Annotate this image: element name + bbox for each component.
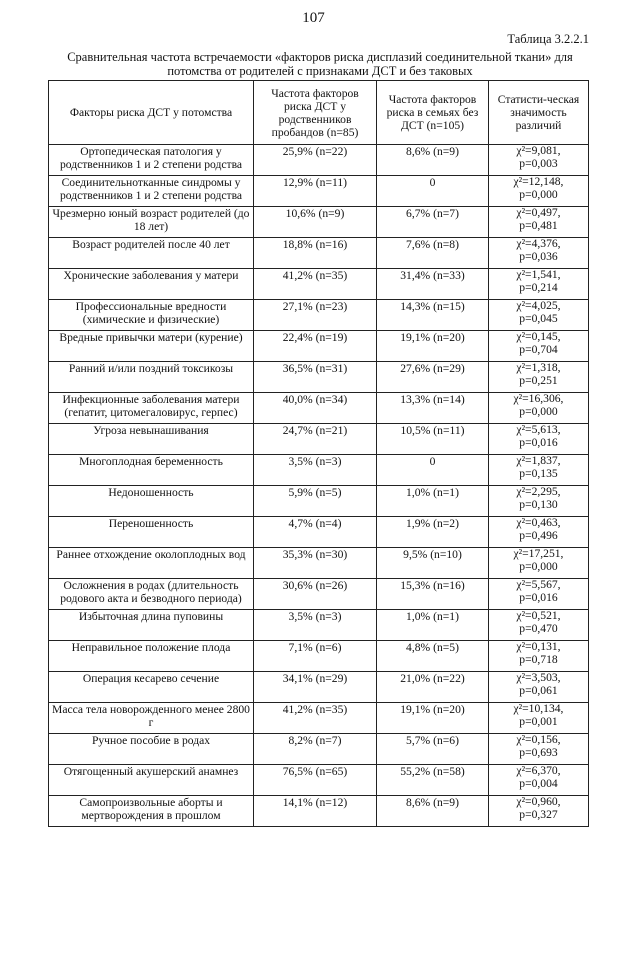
with-dst-cell: 41,2% (n=35): [254, 703, 377, 734]
p-value: p=0,214: [519, 280, 558, 294]
with-dst-cell: 36,5% (n=31): [254, 362, 377, 393]
significance-cell: [489, 207, 589, 238]
factor-cell: Ранний и/или поздний токсикозы: [49, 362, 254, 393]
table-row: [49, 269, 589, 300]
without-dst-cell: 13,3% (n=14): [377, 393, 489, 424]
table-row: [49, 486, 589, 517]
without-dst-cell: 5,7% (n=6): [377, 734, 489, 765]
chi-square-value: χ²=0,463,: [516, 516, 561, 529]
p-value: p=0,016: [519, 435, 558, 449]
chi-square-value: χ²=9,081,: [516, 144, 561, 157]
with-dst-cell: 30,6% (n=26): [254, 579, 377, 610]
factor-cell: Самопроизвольные аборты и мертворождения в прошлом: [49, 796, 254, 827]
table-row: [49, 300, 589, 331]
significance-cell: [489, 269, 589, 300]
with-dst-cell: 25,9% (n=22): [254, 145, 377, 176]
without-dst-cell: 10,5% (n=11): [377, 424, 489, 455]
without-dst-cell: 6,7% (n=7): [377, 207, 489, 238]
factor-cell: Вредные привычки матери (курение): [49, 331, 254, 362]
p-value: p=0,130: [519, 497, 558, 511]
factor-cell: Операция кесарево сечение: [49, 672, 254, 703]
with-dst-cell: 10,6% (n=9): [254, 207, 377, 238]
significance-cell: [489, 672, 589, 703]
with-dst-cell: 3,5% (n=3): [254, 455, 377, 486]
significance-cell: [489, 765, 589, 796]
significance-cell: [489, 486, 589, 517]
significance-cell: [489, 393, 589, 424]
p-value: p=0,000: [519, 187, 558, 201]
significance-cell: [489, 300, 589, 331]
p-value: p=0,000: [519, 559, 558, 573]
p-value: p=0,718: [519, 652, 558, 666]
chi-square-value: χ²=0,145,: [516, 330, 561, 343]
table-row: [49, 579, 589, 610]
without-dst-cell: 27,6% (n=29): [377, 362, 489, 393]
header-without-dst: Частота факторов риска в семьях без ДСТ (n=105): [377, 81, 489, 145]
with-dst-cell: 14,1% (n=12): [254, 796, 377, 827]
with-dst-cell: 76,5% (n=65): [254, 765, 377, 796]
chi-square-value: χ²=6,370,: [516, 764, 561, 777]
risk-factors-table: [48, 80, 589, 827]
factor-cell: Неправильное положение плода: [49, 641, 254, 672]
without-dst-cell: 31,4% (n=33): [377, 269, 489, 300]
p-value: p=0,704: [519, 342, 558, 356]
table-row: [49, 207, 589, 238]
without-dst-cell: 1,0% (n=1): [377, 486, 489, 517]
p-value: p=0,061: [519, 683, 558, 697]
factor-cell: Ортопедическая патология у родственников 1 и 2 степени родства: [49, 145, 254, 176]
with-dst-cell: 34,1% (n=29): [254, 672, 377, 703]
chi-square-value: χ²=0,497,: [516, 206, 561, 219]
header-with-dst: Частота факторов риска ДСТ у родственников пробандов (n=85): [254, 81, 377, 145]
factor-cell: Многоплодная беременность: [49, 455, 254, 486]
significance-cell: [489, 238, 589, 269]
page-number: 107: [302, 10, 325, 26]
without-dst-cell: 1,0% (n=1): [377, 610, 489, 641]
table-row: [49, 362, 589, 393]
chi-square-value: χ²=4,025,: [516, 299, 561, 312]
factor-cell: Хронические заболевания у матери: [49, 269, 254, 300]
table-row: [49, 796, 589, 827]
factor-cell: Возраст родителей после 40 лет: [49, 238, 254, 269]
significance-cell: [489, 703, 589, 734]
significance-cell: [489, 579, 589, 610]
significance-cell: [489, 145, 589, 176]
table-row: [49, 548, 589, 579]
chi-square-value: χ²=5,613,: [516, 423, 561, 436]
without-dst-cell: 8,6% (n=9): [377, 145, 489, 176]
without-dst-cell: 4,8% (n=5): [377, 641, 489, 672]
p-value: p=0,327: [519, 807, 558, 821]
with-dst-cell: 5,9% (n=5): [254, 486, 377, 517]
table-row: [49, 145, 589, 176]
with-dst-cell: 24,7% (n=21): [254, 424, 377, 455]
chi-square-value: χ²=1,541,: [516, 268, 561, 281]
factor-cell: Раннее отхождение околоплодных вод: [49, 548, 254, 579]
table-row: [49, 672, 589, 703]
factor-cell: Профессиональные вредности (химические и физические): [49, 300, 254, 331]
significance-cell: [489, 796, 589, 827]
significance-cell: [489, 331, 589, 362]
factor-cell: Чрезмерно юный возраст родителей (до 18 лет): [49, 207, 254, 238]
table-row: [49, 765, 589, 796]
without-dst-cell: 0: [377, 455, 489, 486]
chi-square-value: χ²=0,521,: [516, 609, 561, 622]
chi-square-value: χ²=1,837,: [516, 454, 561, 467]
significance-cell: [489, 517, 589, 548]
without-dst-cell: 8,6% (n=9): [377, 796, 489, 827]
without-dst-cell: 15,3% (n=16): [377, 579, 489, 610]
without-dst-cell: 14,3% (n=15): [377, 300, 489, 331]
factor-cell: Масса тела новорожденного менее 2800 г: [49, 703, 254, 734]
significance-cell: [489, 641, 589, 672]
factor-cell: Избыточная длина пуповины: [49, 610, 254, 641]
factor-cell: Осложнения в родах (длительность родового акта и безводного периода): [49, 579, 254, 610]
header-significance: Статисти-ческая значимость различий: [489, 81, 589, 145]
without-dst-cell: 19,1% (n=20): [377, 331, 489, 362]
chi-square-value: χ²=10,134,: [513, 702, 564, 715]
p-value: p=0,693: [519, 745, 558, 759]
factor-cell: Соединительнотканные синдромы у родственников 1 и 2 степени родства: [49, 176, 254, 207]
p-value: p=0,135: [519, 466, 558, 480]
table-header-row: [49, 81, 589, 145]
without-dst-cell: 55,2% (n=58): [377, 765, 489, 796]
table-row: [49, 238, 589, 269]
significance-cell: [489, 455, 589, 486]
with-dst-cell: 12,9% (n=11): [254, 176, 377, 207]
table-row: [49, 176, 589, 207]
chi-square-value: χ²=4,376,: [516, 237, 561, 250]
with-dst-cell: 18,8% (n=16): [254, 238, 377, 269]
header-factor: Факторы риска ДСТ у потомства: [49, 81, 254, 145]
factor-cell: Переношенность: [49, 517, 254, 548]
significance-cell: [489, 362, 589, 393]
table-row: [49, 703, 589, 734]
table-row: [49, 517, 589, 548]
factor-cell: Инфекционные заболевания матери (гепатит, цитомегаловирус, герпес): [49, 393, 254, 424]
chi-square-value: χ²=5,567,: [516, 578, 561, 591]
table-row: [49, 455, 589, 486]
with-dst-cell: 22,4% (n=19): [254, 331, 377, 362]
without-dst-cell: 19,1% (n=20): [377, 703, 489, 734]
with-dst-cell: 35,3% (n=30): [254, 548, 377, 579]
table-body: [49, 145, 589, 827]
without-dst-cell: 7,6% (n=8): [377, 238, 489, 269]
table-caption: Сравнительная частота встречаемости «факторов риска дисплазий соединительной ткани» для потомства от родителей с признаками ДСТ и без таковых: [67, 50, 573, 78]
with-dst-cell: 3,5% (n=3): [254, 610, 377, 641]
table-row: [49, 641, 589, 672]
chi-square-value: χ²=17,251,: [513, 547, 564, 560]
table-label: Таблица 3.2.2.1: [507, 32, 589, 46]
p-value: p=0,036: [519, 249, 558, 263]
without-dst-cell: 9,5% (n=10): [377, 548, 489, 579]
chi-square-value: χ²=16,306,: [513, 392, 564, 405]
significance-cell: [489, 548, 589, 579]
p-value: p=0,016: [519, 590, 558, 604]
with-dst-cell: 7,1% (n=6): [254, 641, 377, 672]
chi-square-value: χ²=12,148,: [513, 175, 564, 188]
p-value: p=0,470: [519, 621, 558, 635]
p-value: p=0,000: [519, 404, 558, 418]
p-value: p=0,481: [519, 218, 558, 232]
significance-cell: [489, 424, 589, 455]
significance-cell: [489, 176, 589, 207]
factor-cell: Угроза невынашивания: [49, 424, 254, 455]
chi-square-value: χ²=0,131,: [516, 640, 561, 653]
p-value: p=0,004: [519, 776, 558, 790]
chi-square-value: χ²=1,318,: [516, 361, 561, 374]
p-value: p=0,045: [519, 311, 558, 325]
with-dst-cell: 40,0% (n=34): [254, 393, 377, 424]
significance-cell: [489, 734, 589, 765]
without-dst-cell: 0: [377, 176, 489, 207]
with-dst-cell: 41,2% (n=35): [254, 269, 377, 300]
p-value: p=0,496: [519, 528, 558, 542]
chi-square-value: χ²=3,503,: [516, 671, 561, 684]
table-row: [49, 734, 589, 765]
p-value: p=0,001: [519, 714, 558, 728]
factor-cell: Отягощенный акушерский анамнез: [49, 765, 254, 796]
factor-cell: Недоношенность: [49, 486, 254, 517]
with-dst-cell: 8,2% (n=7): [254, 734, 377, 765]
without-dst-cell: 1,9% (n=2): [377, 517, 489, 548]
table-row: [49, 393, 589, 424]
table-row: [49, 424, 589, 455]
factor-cell: Ручное пособие в родах: [49, 734, 254, 765]
significance-cell: [489, 610, 589, 641]
chi-square-value: χ²=0,960,: [516, 795, 561, 808]
with-dst-cell: 27,1% (n=23): [254, 300, 377, 331]
with-dst-cell: 4,7% (n=4): [254, 517, 377, 548]
p-value: p=0,251: [519, 373, 558, 387]
chi-square-value: χ²=2,295,: [516, 485, 561, 498]
without-dst-cell: 21,0% (n=22): [377, 672, 489, 703]
table-row: [49, 331, 589, 362]
table-row: [49, 610, 589, 641]
p-value: p=0,003: [519, 156, 558, 170]
chi-square-value: χ²=0,156,: [516, 733, 561, 746]
